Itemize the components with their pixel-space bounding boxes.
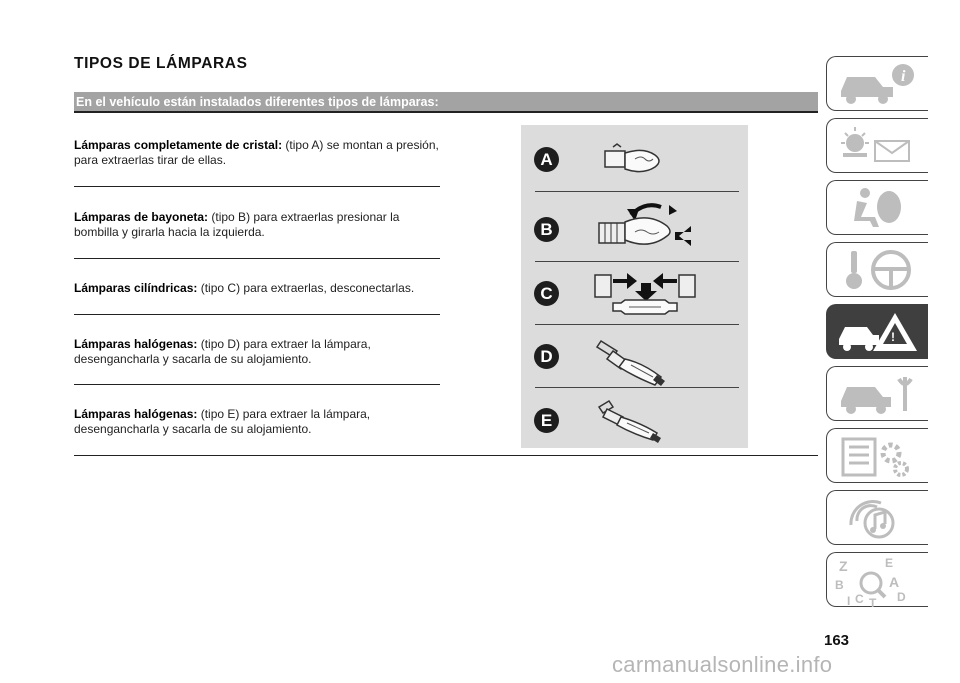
index-letter: C (855, 592, 864, 606)
airbag-seat-icon (835, 185, 921, 231)
divider (74, 384, 440, 385)
tab-emergency[interactable] (826, 304, 928, 359)
tab-vehicle-info[interactable] (826, 56, 928, 111)
tab-warning-lights[interactable] (826, 118, 928, 173)
index-icon (835, 557, 921, 607)
entry-label: Lámparas completamente de cristal: (74, 138, 283, 152)
wedge-bulb-icon (591, 137, 681, 182)
entry-text-cont: bombilla y girarla hacia la izquierda. (74, 225, 265, 239)
page-number: 163 (824, 632, 850, 649)
figure-divider (535, 191, 739, 192)
entry-type-d (74, 337, 442, 367)
letter-badge-a: A (534, 147, 559, 172)
bottom-divider (74, 455, 818, 456)
entry-text: (tipo E) para extraer la lámpara, (197, 407, 371, 421)
index-letter: I (847, 594, 851, 607)
tab-multimedia[interactable] (826, 490, 928, 545)
halogen-bulb-d-icon (591, 333, 691, 388)
entry-label: Lámparas cilíndricas: (74, 281, 198, 295)
entry-type-a (74, 138, 442, 168)
entry-label: Lámparas halógenas: (74, 337, 198, 351)
multimedia-icon (835, 495, 921, 541)
index-letter: A (889, 574, 900, 590)
entry-type-b (74, 210, 442, 240)
svg-text:!: ! (891, 330, 895, 344)
watermark: carmanualsonline.info (612, 652, 833, 677)
letter-badge-b: B (534, 217, 559, 242)
figure-divider (535, 324, 739, 325)
specifications-icon (835, 433, 921, 479)
tab-technical-data[interactable] (826, 428, 928, 483)
svg-text:i: i (901, 68, 906, 85)
breakdown-warning-icon (835, 309, 921, 355)
entry-text-cont: desengancharla y sacarla de su alojamiento. (74, 422, 312, 436)
key-steering-icon (835, 247, 921, 293)
car-info-icon (835, 61, 921, 107)
tab-index[interactable] (826, 552, 928, 607)
figure-divider (535, 261, 739, 262)
index-letter: T (869, 596, 877, 607)
halogen-bulb-e-icon (591, 395, 691, 450)
tab-maintenance[interactable] (826, 366, 928, 421)
letter-badge-e: E (534, 408, 559, 433)
divider (74, 314, 440, 315)
entry-text: (tipo D) para extraer la lámpara, (197, 337, 371, 351)
letter-badge-d: D (534, 344, 559, 369)
letter-badge-c: C (534, 281, 559, 306)
entry-text: (tipo C) para extraerlas, desconectarlas. (197, 281, 415, 295)
tab-starting-driving[interactable] (826, 242, 928, 297)
warning-lights-icon (835, 123, 921, 169)
tab-safety[interactable] (826, 180, 928, 235)
car-service-icon (835, 371, 921, 417)
entry-type-c (74, 281, 442, 296)
entry-text: (tipo B) para extraerlas presionar la (208, 210, 400, 224)
page-title: TIPOS DE LÁMPARAS (74, 55, 248, 72)
entry-text: (tipo A) se montan a presión, (282, 138, 439, 152)
index-letter: B (835, 578, 844, 592)
entry-text-cont: desengancharla y sacarla de su alojamiento. (74, 352, 312, 366)
bayonet-bulb-icon (591, 195, 701, 255)
entry-label: Lámparas halógenas: (74, 407, 198, 421)
entry-text-cont: para extraerlas tirar de ellas. (74, 153, 227, 167)
lamp-types-figure (521, 125, 748, 448)
index-letter: E (885, 557, 894, 570)
index-letter: Z (839, 558, 848, 574)
entry-type-e (74, 407, 442, 437)
section-banner: En el vehículo están instalados diferentes tipos de lámparas: (74, 92, 818, 113)
index-letter: D (897, 590, 906, 604)
divider (74, 186, 440, 187)
festoon-bulb-icon (591, 269, 701, 319)
divider (74, 258, 440, 259)
entry-label: Lámparas de bayoneta: (74, 210, 209, 224)
